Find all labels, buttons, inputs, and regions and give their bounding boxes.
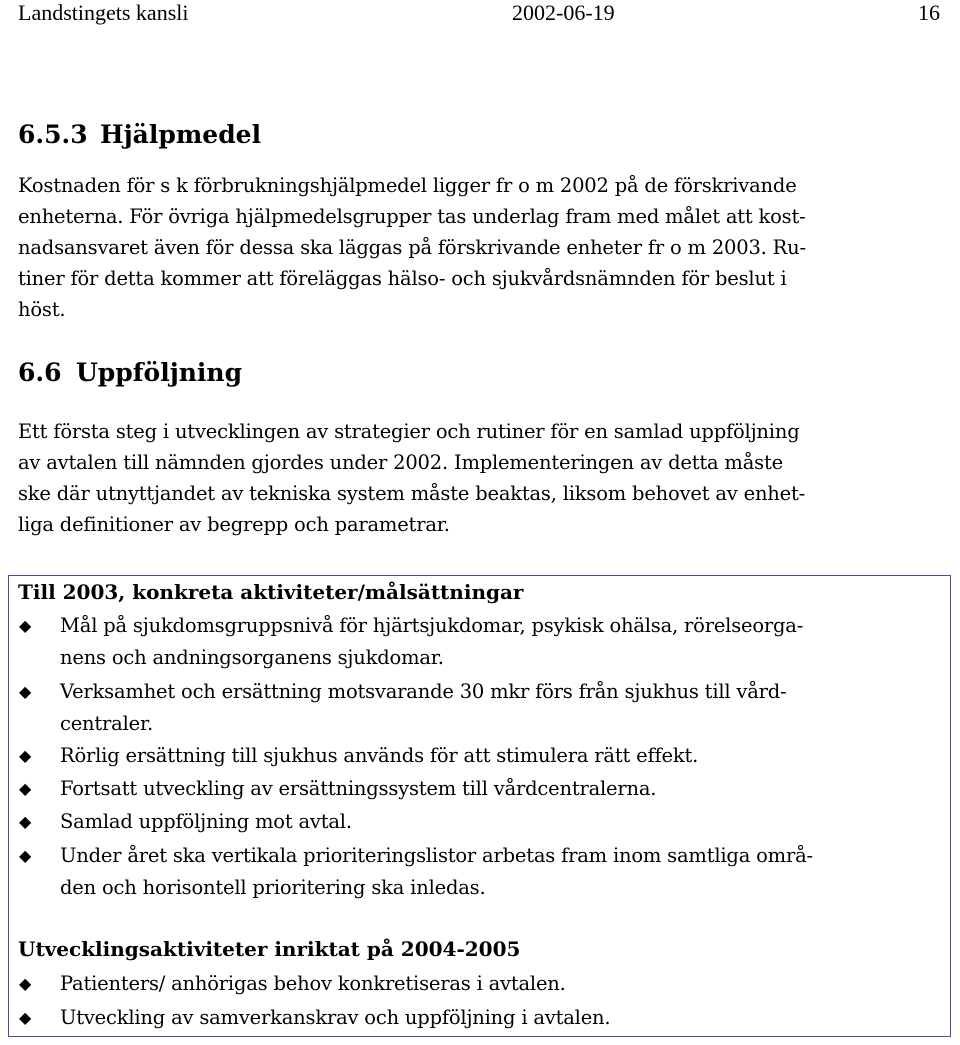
diamond-bullet-icon: ◆ — [18, 616, 32, 635]
list-item-line: Under året ska vertikala prioriteringslistor arbetas fram inom samtliga områ- — [60, 844, 813, 867]
section-title-653 — [18, 120, 261, 149]
diamond-bullet-icon: ◆ — [18, 974, 32, 993]
paragraph-line: enheterna. För övriga hjälpmedelsgrupper tas underlag fram med målet att kost- — [18, 205, 806, 228]
list-item-line: Rörlig ersättning till sjukhus används för att stimulera rätt effekt. — [60, 744, 699, 767]
list-item-line: centraler. — [60, 712, 153, 735]
list-item-line: Samlad uppföljning mot avtal. — [60, 810, 352, 833]
paragraph-uppfoljning — [18, 416, 923, 540]
diamond-bullet-icon: ◆ — [18, 812, 32, 831]
list-item-line: Fortsatt utveckling av ersättningssystem till vårdcentralerna. — [60, 777, 657, 800]
paragraph-line: Kostnaden för s k förbrukningshjälpmedel ligger fr o m 2002 på de förskrivande — [18, 174, 797, 197]
section-heading: Uppföljning — [76, 358, 243, 387]
section-title-66 — [18, 358, 242, 387]
paragraph-line: Ett första steg i utvecklingen av strategier och rutiner för en samlad uppföljning — [18, 420, 800, 443]
diamond-bullet-icon: ◆ — [18, 779, 32, 798]
paragraph-line: nadsansvaret även för dessa ska läggas på förskrivande enheter fr o m 2003. Ru- — [18, 236, 806, 259]
page-header — [18, 0, 940, 30]
section-number: 6.6 — [18, 358, 62, 387]
list-item-line: Utveckling av samverkanskrav och uppföljning i avtalen. — [60, 1006, 611, 1029]
box-heading-2003: Till 2003, konkreta aktiviteter/målsättningar — [18, 580, 524, 604]
diamond-bullet-icon: ◆ — [18, 1008, 32, 1027]
diamond-bullet-icon: ◆ — [18, 746, 32, 765]
diamond-bullet-icon: ◆ — [18, 846, 32, 865]
list-item-line: Mål på sjukdomsgruppsnivå för hjärtsjukdomar, psykisk ohälsa, rörelseorga- — [60, 614, 804, 637]
paragraph-line: höst. — [18, 298, 66, 321]
box-heading-2004: Utvecklingsaktiviteter inriktat på 2004-2005 — [18, 937, 521, 961]
diamond-bullet-icon: ◆ — [18, 682, 32, 701]
header-page-number: 16 — [918, 0, 940, 25]
paragraph-line: ske där utnyttjandet av tekniska system måste beaktas, liksom behovet av enhet- — [18, 482, 806, 505]
paragraph-line: av avtalen till nämnden gjordes under 2002. Implementeringen av detta måste — [18, 451, 783, 474]
list-item-line: nens och andningsorganens sjukdomar. — [60, 646, 444, 669]
header-date: 2002-06-19 — [512, 0, 615, 25]
section-number: 6.5.3 — [18, 120, 88, 149]
list-item-line: Verksamhet och ersättning motsvarande 30 mkr förs från sjukhus till vård- — [60, 680, 787, 703]
list-item-line: Patienters/ anhörigas behov konkretiseras i avtalen. — [60, 972, 566, 995]
section-heading: Hjälpmedel — [100, 120, 262, 149]
list-item-line: den och horisontell prioritering ska inledas. — [60, 876, 486, 899]
paragraph-line: liga definitioner av begrepp och parametrar. — [18, 513, 450, 536]
header-org: Landstingets kansli — [18, 0, 189, 25]
paragraph-hjalpmedel — [18, 170, 923, 325]
paragraph-line: tiner för detta kommer att föreläggas hälso- och sjukvårdsnämnden för beslut i — [18, 267, 787, 290]
